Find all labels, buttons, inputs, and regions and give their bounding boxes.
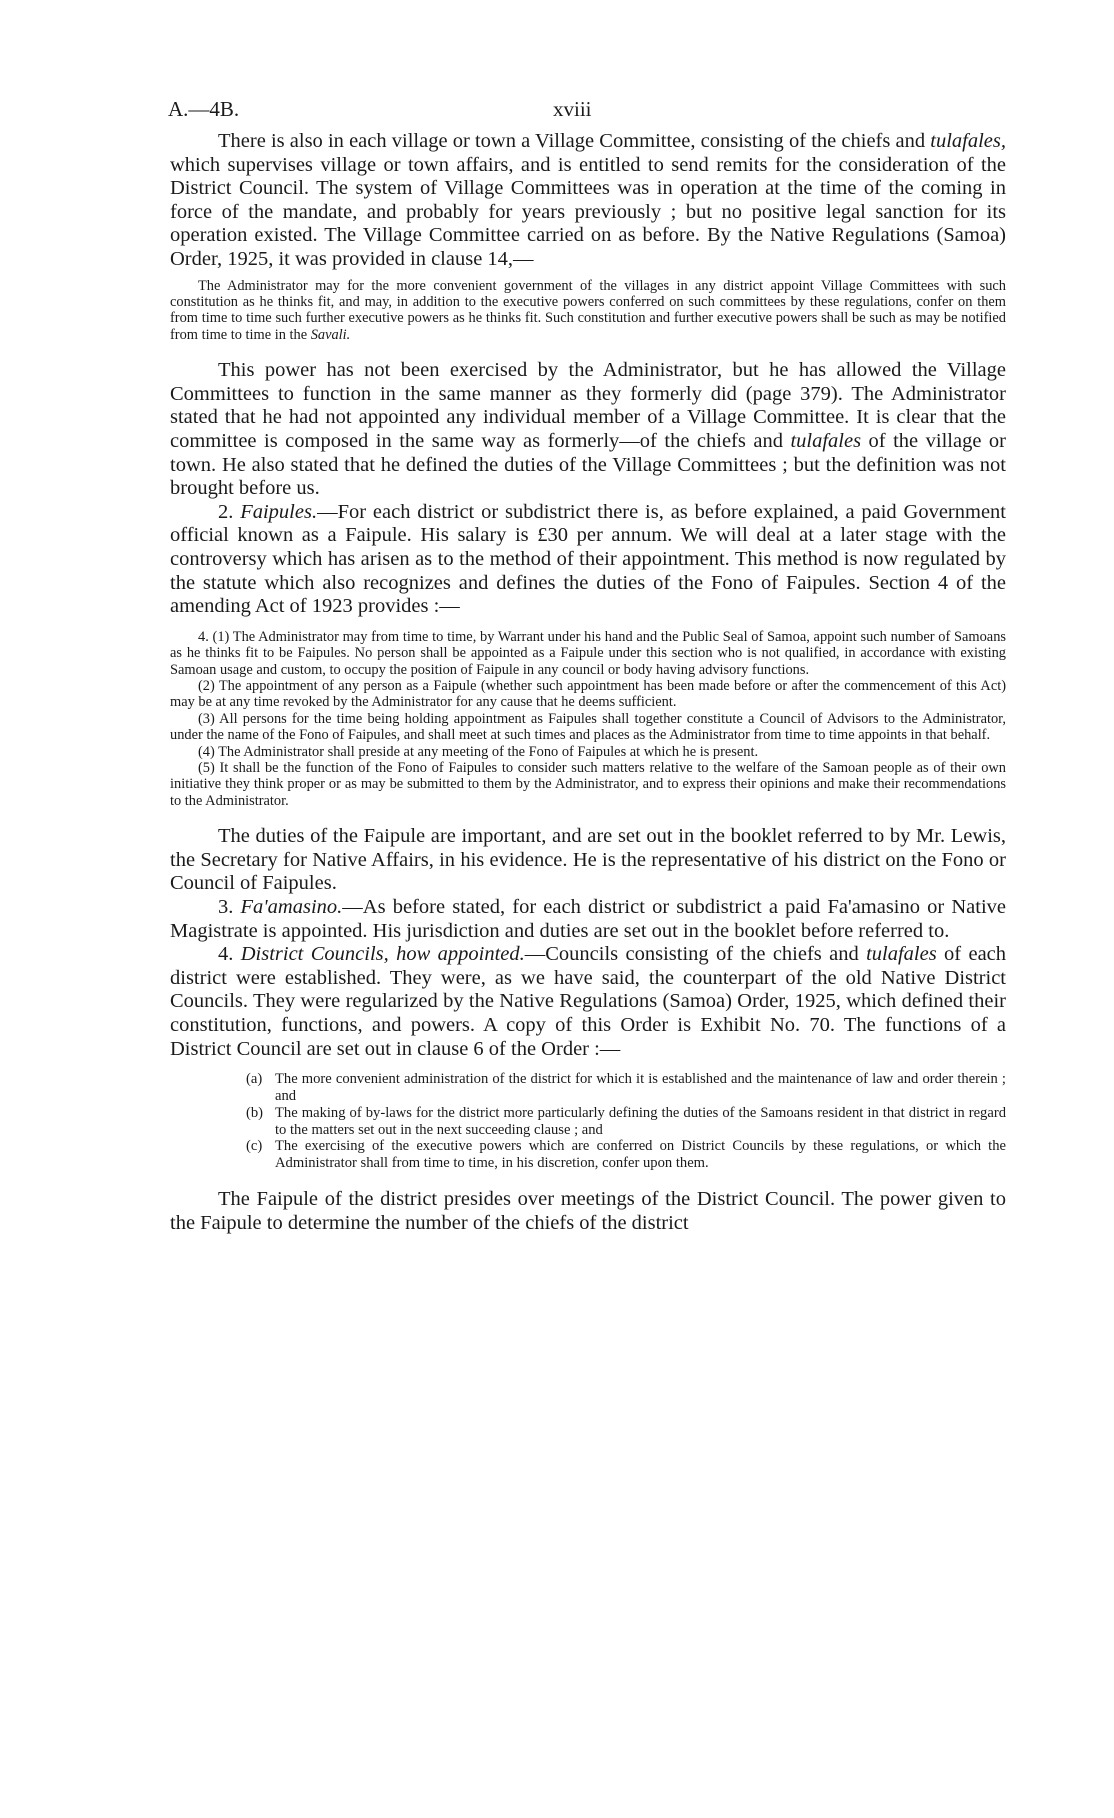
text-run: —For each district or subdistrict there is, as before explained, a paid Government official known as a Faipule. His salary is £30 per annum. We will deal at a later stage with the controversy which has arisen as to the method of their appointment. This method is now regulated by the statute which also recognizes and defines the duties of the Fono of Faipules. Section 4 of the amending Act of 1923 provides :— <box>170 500 1006 618</box>
page-number: xviii <box>553 97 592 121</box>
text-run: The Faipule of the district presides over meetings of the District Council. The power given to the Faipule to determine the number of the chiefs of the district <box>170 1187 1006 1234</box>
text-run: 4. (1) The Administrator may from time to time, by Warrant under his hand and the Public Seal of Samoa, appoint such number of Samoans as he thinks fit to be Faipules. No person shall be appointed as a Faipule under this section who is not qualified, in accordance with existing Samoan usage and custom, to occupy the position of Faipule in any council or body having advisory functions. <box>170 628 1006 678</box>
spacer <box>170 1172 1006 1188</box>
spacer <box>170 343 1006 359</box>
quoted-provision <box>170 744 1006 760</box>
spacer <box>170 1061 1006 1071</box>
text-run: 2. <box>218 500 241 523</box>
italic-run: Faipules. <box>240 500 318 523</box>
spacer <box>170 809 1006 825</box>
text-run: (3) All persons for the time being holding appointment as Faipules shall together constitute a Council of Advisors to the Administrator, under the name of the Fono of Faipules, and shall meet at such times and places as the Administrator from time to time appoints in that behalf. <box>170 710 1006 744</box>
text-run: The more convenient administration of the district for which it is established and the maintenance of law and order therein ; and <box>275 1071 1006 1104</box>
italic-run: tulafales <box>790 429 862 452</box>
text-run: —Councils consisting of the chiefs and <box>524 943 867 966</box>
body-paragraph <box>170 1188 1006 1235</box>
text-run: The duties of the Faipule are important, and are set out in the booklet referred to by Mr. Lewis, the Secretary for Native Affairs, in his evidence. He is the representative of his district on the Fono or Council of Faipules. <box>170 825 1006 895</box>
text-run: (4) The Administrator shall preside at any meeting of the Fono of Faipules at which he is present. <box>198 743 759 760</box>
italic-run: tulafales <box>866 943 937 966</box>
italic-run: tulafales, <box>930 130 1006 152</box>
text-run: The making of by-laws for the district more particularly defining the duties of the Samoans resident in that district in regard to the matters set out in the next succeeding clause ; and <box>275 1104 1006 1138</box>
clause-list-item <box>246 1071 1006 1105</box>
body-paragraph <box>170 359 1006 501</box>
quoted-provision <box>170 629 1006 678</box>
text-run: There is also in each village or town a Village Committee, consisting of the chiefs and <box>218 130 931 152</box>
spacer <box>170 619 1006 629</box>
quoted-provision <box>170 278 1006 344</box>
clause-marker: (c) <box>246 1138 263 1155</box>
body-text <box>170 130 1006 1235</box>
text-run: The Administrator may for the more convenient government of the villages in any district appoint Village Committees with such constitution as he thinks fit, and may, in addition to the executive powers conferred on such committees by these regulations, confer on them from time to time such further executive powers as he thinks fit. Such constitution and further executive powers shall be such as may be notified from time to time in the <box>170 277 1006 343</box>
page-header <box>168 97 1008 127</box>
text-run: 4. <box>218 943 241 966</box>
text-run: which supervises village or town affairs, and is entitled to send remits for the consideration of the District Council. The system of Village Committees was in operation at the time of the coming in force of the mandate, and probably for years previously ; but no positive legal sanction for its operation existed. The Village Committee carried on as before. By the Native Regulations (Samoa) Order, 1925, it was provided in clause 14,— <box>170 153 1006 270</box>
text-run: (2) The appointment of any person as a Faipule (whether such appointment has been made before or after the commencement of this Act) may be at any time revoked by the Administrator for any cause that he deems sufficient. <box>170 677 1006 711</box>
body-paragraph <box>170 896 1006 943</box>
text-run: The exercising of the executive powers which are conferred on District Councils by these regulations, or which the Administrator shall from time to time, in his discretion, confer upon them. <box>275 1138 1006 1172</box>
italic-run: District Councils, how appointed. <box>240 943 525 966</box>
quoted-provision <box>170 711 1006 744</box>
clause-list-item <box>246 1138 1006 1172</box>
quoted-provision <box>170 678 1006 711</box>
text-run: 3. <box>218 895 241 918</box>
text-run: This power has not been exercised by the Administrator, but he has allowed the Village Committees to function in the same manner as they formerly did (page 379). The Administrator stated that he had not appointed any individual member of a Village Committee. It is clear that the committee is composed in the same way as formerly—of the chiefs and <box>170 359 1006 452</box>
italic-run: Savali. <box>310 326 351 343</box>
clause-marker: (a) <box>246 1071 263 1088</box>
clause-text <box>275 1105 1006 1139</box>
text-run: of the village or town. He also stated that he defined the duties of the Village Committees ; but the definition was not brought before us. <box>170 429 1006 500</box>
clause-list-item <box>246 1105 1006 1139</box>
text-run: —As before stated, for each district or subdistrict a paid Fa'amasino or Native Magistrate is appointed. His jurisdiction and duties are set out in the booklet before referred to. <box>170 895 1006 942</box>
body-paragraph <box>170 943 1006 1061</box>
clause-text <box>275 1071 1006 1105</box>
text-run: of each district were established. They were, as we have said, the counterpart of the old Native District Councils. They were regularized by the Native Regulations (Samoa) Order, 1925, which defined their constitution, functions, and powers. A copy of this Order is Exhibit No. 70. The functions of a District Council are set out in clause 6 of the Order :— <box>170 943 1007 1060</box>
body-paragraph <box>170 825 1006 896</box>
body-paragraph <box>170 501 1006 619</box>
document-reference: A.—4B. <box>168 97 240 121</box>
body-paragraph <box>170 130 1006 272</box>
italic-run: Fa'amasino. <box>240 895 343 918</box>
clause-marker: (b) <box>246 1104 264 1121</box>
quoted-provision <box>170 760 1006 809</box>
text-run: (5) It shall be the function of the Fono of Faipules to consider such matters relative to the welfare of the Samoan people as of their own initiative they think proper or as may be submitted to them by the Administrator, and to express their opinions and make their recommendations to the Administrator. <box>170 759 1006 809</box>
clause-text <box>275 1138 1006 1172</box>
